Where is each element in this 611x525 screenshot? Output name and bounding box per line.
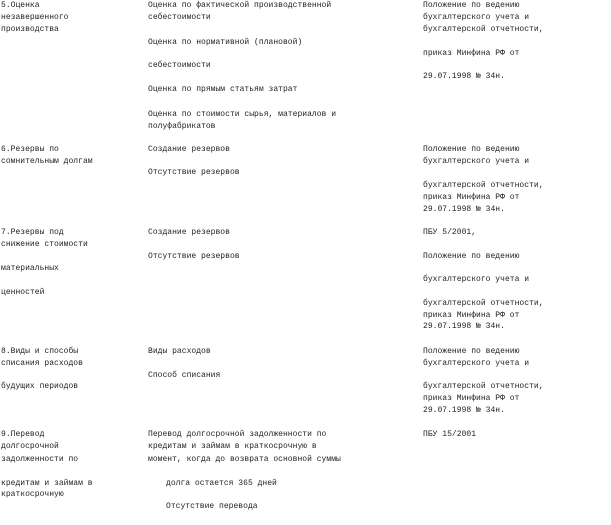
method-line: Отсутствие перевода	[166, 502, 258, 511]
reference-line: приказ Минфина РФ от	[423, 394, 520, 403]
method-line: Отсутствие резервов	[148, 168, 240, 177]
reference-line: бухгалтерского учета и	[423, 157, 530, 166]
method-line: Создание резервов	[148, 145, 230, 154]
method-line: Способ списания	[148, 371, 221, 380]
reference-line: бухгалтерского учета и	[423, 13, 530, 22]
row-label-line: сомнительным долгам	[1, 157, 93, 166]
reference-line: Положение по ведению	[423, 1, 520, 10]
reference-line: 29.07.1998 № 34н.	[423, 205, 505, 214]
method-line: полуфабрикатов	[148, 122, 216, 131]
row-label-line: 8.Виды и способы	[1, 347, 79, 356]
row-label-line: производства	[1, 25, 59, 34]
method-line: долга остается 365 дней	[166, 479, 277, 488]
row-label-line: 6.Резервы по	[1, 145, 59, 154]
method-line: Перевод долгосрочной задолженности по	[148, 430, 327, 439]
reference-line: бухгалтерского учета и	[423, 359, 530, 368]
method-line: себестоимости	[148, 13, 211, 22]
row-label-line: 5.Оценка	[1, 1, 40, 10]
reference-line: 29.07.1998 № 34н.	[423, 72, 505, 81]
method-line: момент, когда до возврата основной суммы	[148, 455, 341, 464]
reference-line: бухгалтерской отчетности,	[423, 181, 544, 190]
reference-line: 29.07.1998 № 34н.	[423, 322, 505, 331]
reference-line: приказ Минфина РФ от	[423, 311, 520, 320]
reference-line: приказ Минфина РФ от	[423, 49, 520, 58]
row-label-line: ценностей	[1, 288, 45, 297]
method-line: Оценка по фактической производственной	[148, 1, 332, 10]
method-line: Виды расходов	[148, 347, 211, 356]
reference-line: приказ Минфина РФ от	[423, 193, 520, 202]
reference-line: Положение по ведению	[423, 145, 520, 154]
reference-line: Положение по ведению	[423, 252, 520, 261]
row-label-line: задолженности по	[1, 455, 79, 464]
row-label-line: долгосрочной	[1, 442, 59, 451]
method-line: себестоимости	[148, 61, 211, 70]
reference-line: бухгалтерской отчетности,	[423, 382, 544, 391]
method-line: Оценка по прямым статьям затрат	[148, 85, 298, 94]
reference-line: бухгалтерского учета и	[423, 275, 530, 284]
reference-line: Положение по ведению	[423, 347, 520, 356]
row-label-line: 7.Резервы под	[1, 228, 64, 237]
row-label-line: незавершенного	[1, 13, 69, 22]
row-label-line: кредитам и займам в	[1, 479, 93, 488]
row-label-line: материальных	[1, 264, 59, 273]
reference-line: ПБУ 15/2001	[423, 430, 477, 439]
reference-line: бухгалтерской отчетности,	[423, 25, 544, 34]
row-label-line: списания расходов	[1, 359, 83, 368]
method-line: Отсутствие резервов	[148, 252, 240, 261]
method-line: кредитам и займам в краткосрочную в	[148, 442, 317, 451]
reference-line: бухгалтерской отчетности,	[423, 299, 544, 308]
method-line: Оценка по стоимости сырья, материалов и	[148, 110, 337, 119]
method-line: Создание резервов	[148, 228, 230, 237]
row-label-line: будущих периодов	[1, 382, 79, 391]
row-label-line: снижение стоимости	[1, 240, 88, 249]
reference-line: ПБУ 5/2001,	[423, 228, 477, 237]
method-line: Оценка по нормативной (плановой)	[148, 38, 303, 47]
row-label-line: 9.Перевод	[1, 430, 45, 439]
reference-line: 29.07.1998 № 34н.	[423, 406, 505, 415]
row-label-line: краткосрочную	[1, 490, 64, 499]
